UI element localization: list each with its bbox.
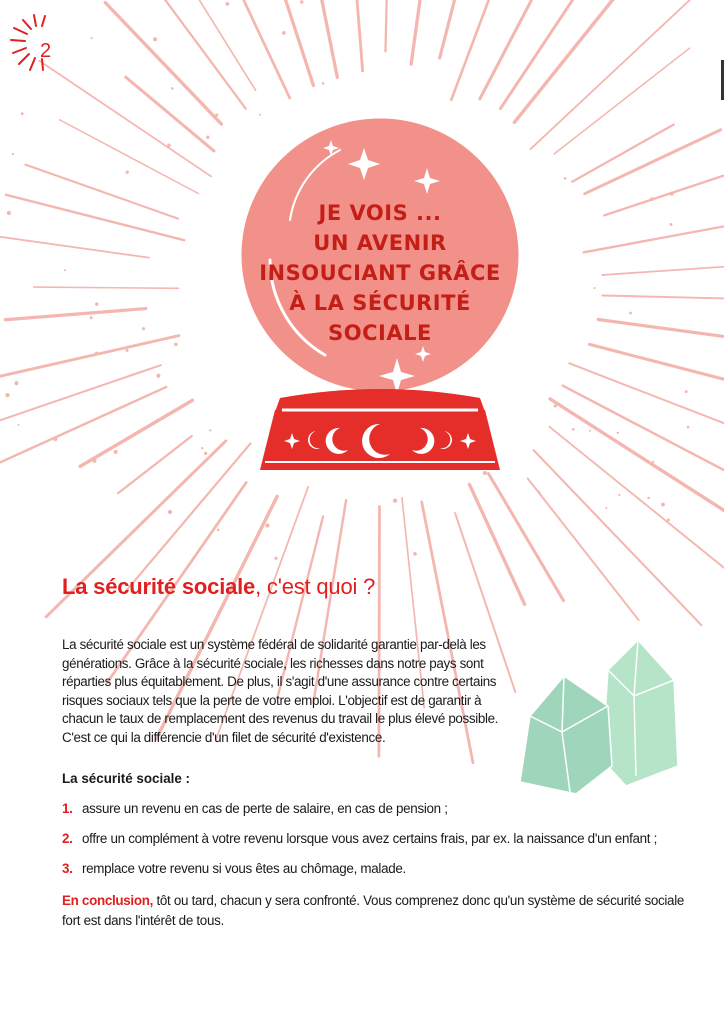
ray-line: [126, 77, 214, 151]
list-text: remplace votre revenu si vous êtes au chômage, malade.: [82, 861, 406, 876]
ray-line: [589, 344, 724, 387]
list-item: [62, 860, 682, 890]
list-number: 3.: [62, 861, 73, 876]
ray-dot: [95, 302, 99, 306]
ray-dot: [661, 503, 665, 507]
section-heading: [62, 574, 375, 600]
ray-dot: [282, 31, 286, 35]
ray-line: [34, 287, 179, 288]
ray-dot: [217, 529, 220, 532]
ray-dot: [685, 390, 688, 393]
page-number: 2: [40, 40, 52, 62]
ray-dot: [629, 312, 632, 315]
ray-line: [534, 450, 702, 625]
crystals-illustration: [516, 636, 686, 796]
ray-dot: [538, 491, 541, 494]
ray-dot: [589, 430, 591, 432]
ray-dot: [605, 507, 607, 509]
ray-dot: [5, 393, 9, 397]
ray-dot: [413, 552, 417, 556]
ray-dot: [209, 429, 211, 431]
ray-dot: [91, 37, 93, 39]
ray-line: [488, 474, 563, 601]
ray-dot: [21, 112, 24, 115]
ray-dot: [593, 287, 595, 289]
ray-dot: [554, 404, 557, 407]
list-title: La sécurité sociale :: [62, 771, 191, 786]
ray-dot: [114, 450, 118, 454]
list-text: assure un revenu en cas de perte de salaire, en cas de pension ;: [82, 801, 448, 816]
ray-line: [602, 295, 724, 298]
hero-line: UN AVENIR: [313, 231, 447, 255]
ray-line: [469, 484, 524, 604]
ray-line: [528, 478, 639, 619]
ray-line: [6, 195, 184, 240]
ray-dot: [670, 192, 674, 196]
ray-dot: [572, 428, 575, 431]
ray-line: [385, 0, 391, 51]
hero-title: [250, 198, 510, 348]
ray-line: [569, 363, 724, 445]
ray-line: [584, 217, 724, 252]
ray-dot: [274, 557, 277, 560]
ray-dot: [64, 269, 66, 271]
ray-line: [340, 0, 363, 71]
ray-line: [152, 0, 246, 109]
ray-dot: [564, 177, 567, 180]
ray-dot: [652, 461, 654, 463]
ray-dot: [93, 459, 97, 463]
ray-dot: [393, 498, 397, 502]
ray-line: [563, 386, 724, 495]
list-number: 2.: [62, 831, 73, 846]
ray-dot: [12, 153, 14, 155]
ray-dot: [687, 426, 690, 429]
ray-dot: [174, 343, 177, 346]
hero-line: À LA SÉCURITÉ: [289, 291, 471, 315]
list-item: [62, 830, 682, 860]
ray-dot: [14, 381, 18, 385]
ray-dot: [171, 87, 174, 90]
ray-line: [0, 336, 179, 395]
hero-line: SOCIALE: [328, 321, 432, 345]
ray-line: [604, 148, 724, 215]
section-heading-rest: , c'est quoi ?: [255, 574, 376, 599]
ray-dot: [189, 129, 192, 132]
list-number: 1.: [62, 801, 73, 816]
ray-dot: [618, 494, 620, 496]
intro-paragraph: La sécurité sociale est un système fédéral de solidarité garantie par-delà les générations. Grâce à la sécurité sociale, les richesses dans notre pays sont réparties plus équitablement. De plus, il s'agit d'une assurance contre certains risques sociaux tels que la perte de votre emploi. L'objectif est de garantir à chacun le taux de remplacement des revenus du travail le plus élevé possible. C'est ce qui la différencie d'un filet de sécurité d'existence.: [62, 637, 499, 745]
ray-line: [60, 120, 199, 194]
ray-dot: [125, 170, 128, 173]
ray-dot: [167, 144, 171, 148]
ray-line: [598, 320, 722, 337]
ray-line: [0, 365, 161, 455]
hero-line: INSOUCIANT GRÂCE: [259, 261, 501, 285]
ray-dot: [201, 447, 203, 449]
ray-dot: [667, 518, 670, 521]
ray-line: [105, 3, 221, 124]
ray-dot: [204, 452, 207, 455]
ray-dot: [95, 352, 99, 356]
conclusion-paragraph: [62, 891, 692, 931]
ray-dot: [206, 135, 210, 139]
ray-dot: [153, 37, 157, 41]
ray-line: [80, 400, 192, 466]
benefits-list: [62, 800, 682, 890]
ray-line: [5, 309, 146, 320]
hero-line: JE VOIS ...: [318, 201, 442, 225]
ray-dot: [670, 223, 673, 226]
ray-dot: [322, 82, 325, 85]
ray-dot: [90, 316, 93, 319]
ray-dot: [156, 374, 160, 378]
ray-dot: [168, 510, 172, 514]
ray-line: [451, 0, 564, 100]
ray-line: [237, 0, 290, 98]
ray-dot: [647, 497, 650, 500]
ray-line: [197, 0, 256, 90]
ray-dot: [53, 437, 57, 441]
list-text: offre un complément à votre revenu lorsque vous avez certains frais, par ex. la naissance d'un enfant ;: [82, 831, 658, 846]
ray-dot: [125, 349, 128, 352]
ray-line: [310, 0, 337, 77]
list-item: [62, 800, 682, 830]
ray-dot: [617, 432, 619, 434]
section-heading-bold: La sécurité sociale: [62, 574, 256, 599]
ray-dot: [300, 0, 303, 3]
ray-line: [25, 165, 178, 219]
ray-dot: [265, 523, 269, 527]
ray-dot: [18, 424, 20, 426]
ray-line: [602, 267, 724, 275]
ray-dot: [225, 2, 229, 6]
ray-line: [572, 125, 673, 182]
ray-dot: [215, 114, 218, 117]
conclusion-lead: En conclusion,: [62, 893, 154, 908]
ray-dot: [7, 211, 11, 215]
ray-dot: [142, 327, 145, 330]
ray-dot: [650, 197, 654, 201]
conclusion-text: tôt ou tard, chacun y sera confronté. Vous comprenez donc qu'un système de sécurité sociale fort est dans l'intérêt de tous.: [62, 893, 685, 928]
